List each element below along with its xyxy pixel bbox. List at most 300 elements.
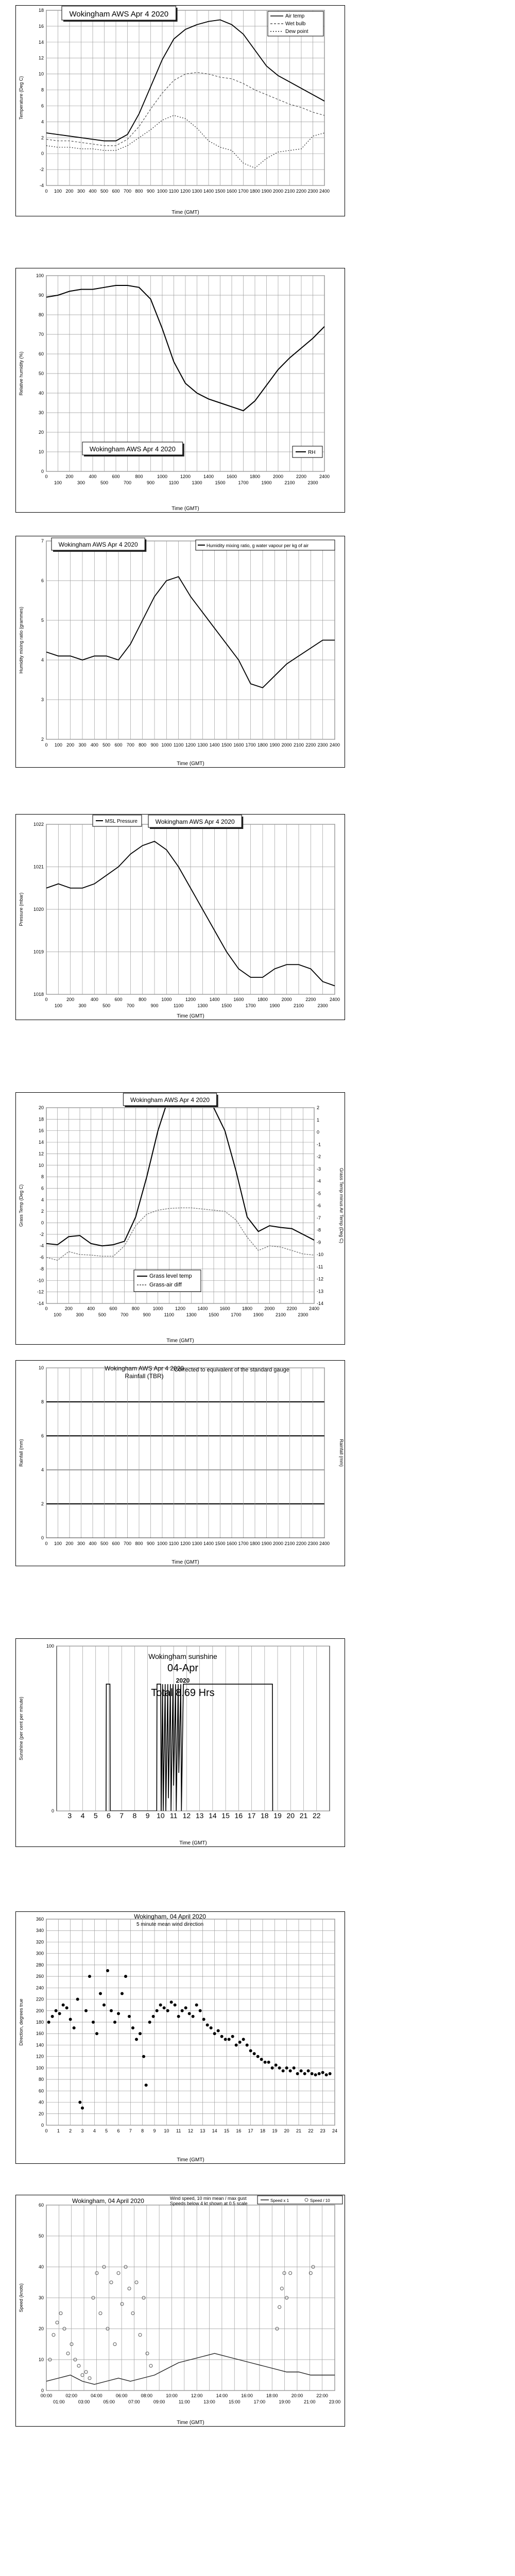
y-right-tick-label: -9: [317, 1240, 321, 1245]
y-tick-label: 260: [36, 1974, 44, 1979]
x-tick-label: 800: [135, 189, 143, 194]
y-right-tick-label: 0: [317, 1129, 320, 1135]
x-tick-label: 14: [209, 1811, 217, 1820]
x-tick-label: 400: [90, 997, 98, 1002]
x-tick-label: 1700: [245, 1003, 256, 1008]
data-point: [163, 2006, 166, 2009]
x-tick-label: 500: [100, 189, 109, 194]
x-tick-label: 1300: [192, 1541, 202, 1546]
x-tick-label: 700: [126, 1003, 134, 1008]
data-point: [217, 2029, 220, 2032]
y-tick-label: 0: [41, 151, 44, 157]
y-right-tick-label: -3: [317, 1166, 321, 1172]
x-tick-label: 15:00: [228, 2399, 241, 2404]
y-tick-label: 6: [41, 578, 44, 583]
data-point: [156, 2009, 159, 2012]
y-tick-label: 160: [36, 2031, 44, 2037]
x-tick-label: 7: [119, 1811, 124, 1820]
x-tick-label: 300: [76, 1312, 84, 1317]
y-tick-label: 50: [38, 2233, 44, 2239]
y-tick-label: 8: [41, 87, 44, 93]
x-axis-label: Time (GMT): [177, 1013, 204, 1019]
x-tick-label: 2300: [317, 1003, 328, 1008]
x-tick-label: 700: [126, 742, 134, 748]
x-tick-label: 13: [200, 2128, 205, 2133]
data-point: [289, 2069, 292, 2072]
data-point: [202, 2018, 205, 2021]
x-tick-label: 16: [236, 2128, 242, 2133]
x-tick-label: 1600: [226, 474, 237, 479]
humidity-chart: [15, 268, 345, 513]
x-tick-label: 7: [129, 2128, 132, 2133]
sunshine-chart: [15, 1638, 345, 1847]
y-tick-label: 40: [38, 391, 44, 396]
data-point: [177, 2015, 180, 2018]
x-tick-label: 1000: [157, 189, 168, 194]
x-tick-label: 2300: [307, 1541, 318, 1546]
y-tick-label: -12: [37, 1289, 44, 1295]
data-point: [131, 2026, 134, 2029]
chart-title: Wokingham sunshine: [148, 1652, 217, 1660]
grass-temperature-chart: [15, 1092, 345, 1345]
x-tick-label: 24: [332, 2128, 338, 2133]
x-tick-label: 600: [112, 474, 120, 479]
x-tick-label: 2000: [272, 1541, 284, 1546]
y-tick-label: 0: [41, 469, 44, 474]
data-point: [318, 2072, 321, 2075]
x-tick-label: 13: [195, 1811, 204, 1820]
x-tick-label: 200: [65, 474, 74, 479]
y-axis-label-right: Rainfall (mm): [339, 1439, 344, 1467]
y-tick-label: 220: [36, 1996, 44, 2002]
x-tick-label: 2100: [284, 480, 295, 485]
x-tick-label: 0: [45, 1306, 48, 1311]
chart-title: Wokingham AWS Apr 4 2020: [69, 10, 169, 19]
x-tick-label: 900: [146, 189, 155, 194]
y-tick-label: 4: [41, 1197, 44, 1202]
y-tick-label: 0: [41, 1535, 44, 1540]
y-tick-label: 200: [36, 2008, 44, 2013]
x-tick-label: 2100: [275, 1312, 286, 1317]
y-tick-label: -4: [39, 183, 44, 188]
data-point: [95, 2032, 98, 2035]
x-tick-label: 1300: [197, 742, 208, 748]
x-tick-label: 12: [182, 1811, 191, 1820]
x-tick-label: 100: [54, 189, 62, 194]
data-point: [152, 2015, 155, 2018]
x-tick-label: 1400: [203, 189, 214, 194]
x-tick-label: 1200: [180, 1541, 191, 1546]
data-point: [73, 2026, 76, 2029]
chart-note: Speeds below 4 kt shown at 0.5 scale: [170, 2201, 248, 2206]
chart-title: Wokingham, 04 April 2020: [134, 1913, 206, 1920]
y-tick-label: 3: [41, 697, 44, 702]
y-right-tick-label: 1: [317, 1117, 320, 1123]
x-tick-label: 07:00: [128, 2399, 140, 2404]
y-axis-label: Sunshine (per cent per minute): [19, 1697, 24, 1760]
x-tick-label: 800: [131, 1306, 140, 1311]
y-tick-label: 0: [51, 1808, 54, 1814]
y-right-tick-label: -8: [317, 1227, 321, 1233]
x-tick-label: 900: [143, 1312, 151, 1317]
data-point: [285, 2066, 288, 2070]
x-tick-label: 1700: [238, 189, 249, 194]
x-tick-label: 800: [135, 474, 143, 479]
y-tick-label: -2: [39, 167, 44, 173]
chart-subtitle: Rainfall (TBR): [125, 1372, 164, 1380]
y-tick-label: 18: [38, 1116, 44, 1122]
x-tick-label: 400: [90, 742, 98, 748]
data-point: [65, 2006, 68, 2009]
x-tick-label: 17: [247, 1811, 256, 1820]
y-tick-label: -6: [39, 1255, 44, 1260]
chart-subtitle: Wind speed, 10 min mean / max gust: [170, 2196, 247, 2201]
y-axis-label: Pressure (mbar): [19, 892, 24, 926]
data-point: [148, 2021, 151, 2024]
x-tick-label: 1500: [215, 480, 226, 485]
x-tick-label: 13:00: [203, 2399, 215, 2404]
y-axis-label: Temperature (Deg C): [19, 76, 24, 120]
x-tick-label: 1900: [261, 480, 272, 485]
x-tick-label: 300: [78, 742, 87, 748]
data-point: [307, 2069, 310, 2072]
x-tick-label: 800: [135, 1541, 143, 1546]
x-tick-label: 1500: [221, 1003, 232, 1008]
legend-label: Speed / 10: [310, 2198, 330, 2203]
data-point: [81, 2107, 84, 2110]
x-tick-label: 09:00: [153, 2399, 165, 2404]
x-tick-label: 2000: [272, 189, 284, 194]
legend-label: Air temp: [285, 13, 305, 19]
x-tick-label: 04:00: [91, 2393, 102, 2398]
y-tick-label: 2: [41, 1209, 44, 1214]
y-tick-label: 60: [38, 2088, 44, 2094]
data-point: [231, 2035, 234, 2038]
x-tick-label: 400: [87, 1306, 95, 1311]
y-tick-label: 20: [38, 2326, 44, 2331]
y-tick-label: 4: [41, 119, 44, 125]
data-point: [159, 2004, 162, 2007]
data-point: [51, 2015, 54, 2018]
x-tick-label: 1500: [221, 742, 232, 748]
x-tick-label: 700: [121, 1312, 129, 1317]
y-tick-label: 18: [38, 8, 44, 13]
y-tick-label: 140: [36, 2042, 44, 2048]
x-tick-label: 1900: [261, 189, 272, 194]
x-tick-label: 20: [286, 1811, 295, 1820]
y-tick-label: 0: [41, 1220, 44, 1226]
data-point: [235, 2043, 238, 2046]
chart-title: Wokingham AWS Apr 4 2020: [58, 541, 138, 548]
x-axis-label: Time (GMT): [179, 1840, 207, 1846]
x-tick-label: 4: [80, 1811, 85, 1820]
data-point: [84, 2009, 88, 2012]
x-tick-label: 2400: [329, 742, 340, 748]
legend-label: MSL Pressure: [105, 819, 138, 824]
x-tick-label: 1800: [249, 474, 261, 479]
x-tick-label: 1100: [173, 1003, 184, 1008]
x-tick-label: 1300: [192, 480, 202, 485]
data-point: [88, 1975, 91, 1978]
data-point: [224, 2038, 227, 2041]
x-tick-label: 2300: [317, 742, 328, 748]
x-tick-label: 3: [81, 2128, 84, 2133]
x-tick-label: 18: [261, 1811, 269, 1820]
y-tick-label: 100: [36, 273, 44, 278]
chart-note: Corrected to equivalent of the standard gauge: [174, 1367, 289, 1373]
x-tick-label: 100: [54, 1312, 62, 1317]
data-point: [113, 2021, 116, 2024]
x-tick-label: 2300: [307, 189, 318, 194]
y-right-tick-label: 2: [317, 1105, 320, 1110]
x-tick-label: 700: [123, 189, 132, 194]
x-tick-label: 20:00: [291, 2393, 303, 2398]
x-tick-label: 2000: [264, 1306, 275, 1311]
x-tick-label: 3: [67, 1811, 72, 1820]
x-tick-label: 100: [54, 1541, 62, 1546]
x-tick-label: 300: [77, 189, 85, 194]
y-tick-label: 90: [38, 293, 44, 298]
y-tick-label: 7: [41, 538, 44, 544]
y-tick-label: 180: [36, 2020, 44, 2025]
x-tick-label: 2000: [281, 742, 292, 748]
y-tick-label: 0: [41, 2123, 44, 2128]
data-point: [213, 2032, 216, 2035]
x-tick-label: 8: [141, 2128, 144, 2133]
legend-label: RH: [308, 450, 316, 455]
x-tick-label: 19: [273, 1811, 282, 1820]
x-tick-label: 600: [114, 742, 123, 748]
x-tick-label: 900: [146, 1541, 155, 1546]
y-tick-label: 300: [36, 1951, 44, 1956]
data-point: [128, 2015, 131, 2018]
x-tick-label: 21: [299, 1811, 308, 1820]
x-tick-label: 900: [150, 1003, 159, 1008]
y-tick-label: 12: [38, 1151, 44, 1157]
x-tick-label: 2000: [272, 474, 284, 479]
chart-title: Wokingham AWS Apr 4 2020: [155, 818, 235, 825]
y-tick-label: 10: [38, 2357, 44, 2362]
data-point: [314, 2073, 317, 2076]
y-tick-label: 70: [38, 332, 44, 337]
x-tick-label: 14:00: [216, 2393, 228, 2398]
x-tick-label: 1200: [180, 474, 191, 479]
legend-label: Dew point: [285, 29, 308, 35]
y-tick-label: -14: [37, 1301, 44, 1306]
x-tick-label: 600: [112, 189, 120, 194]
data-point: [192, 2015, 195, 2018]
x-tick-label: 500: [102, 742, 111, 748]
y-tick-label: 80: [38, 2077, 44, 2082]
data-point: [92, 2021, 95, 2024]
temperature-chart: [15, 5, 345, 216]
x-tick-label: 2400: [329, 997, 340, 1002]
x-tick-label: 1800: [257, 742, 268, 748]
x-tick-label: 22: [312, 1811, 321, 1820]
x-tick-label: 21:00: [304, 2399, 316, 2404]
x-tick-label: 1700: [231, 1312, 242, 1317]
y-tick-label: 1020: [33, 907, 44, 912]
data-point: [253, 2052, 256, 2055]
y-right-tick-label: -4: [317, 1178, 321, 1184]
y-tick-label: 30: [38, 410, 44, 415]
x-tick-label: 2200: [296, 474, 307, 479]
x-tick-label: 200: [65, 1541, 74, 1546]
data-point: [206, 2024, 209, 2027]
x-tick-label: 10: [157, 1811, 165, 1820]
x-tick-label: 600: [112, 1541, 120, 1546]
data-point: [282, 2069, 285, 2072]
data-point: [238, 2041, 242, 2044]
y-tick-label: 20: [38, 1105, 44, 1110]
data-point: [271, 2066, 274, 2070]
x-tick-label: 5: [105, 2128, 108, 2133]
x-tick-label: 19: [272, 2128, 278, 2133]
x-tick-label: 1000: [161, 997, 172, 1002]
x-tick-label: 0: [45, 474, 48, 479]
x-tick-label: 1100: [168, 480, 179, 485]
data-point: [274, 2063, 278, 2066]
data-point: [246, 2043, 249, 2046]
y-tick-label: 2: [41, 135, 44, 141]
data-point: [329, 2072, 332, 2075]
x-tick-label: 1100: [173, 742, 184, 748]
x-tick-label: 22: [308, 2128, 314, 2133]
data-point: [311, 2072, 314, 2075]
data-point: [296, 2072, 299, 2075]
y-axis-label: Relative humidity (%): [19, 351, 24, 396]
data-point: [325, 2073, 328, 2076]
y-right-tick-label: -14: [317, 1301, 324, 1306]
data-point: [78, 2101, 81, 2104]
x-tick-label: 700: [123, 1541, 132, 1546]
y-tick-label: 6: [41, 1185, 44, 1191]
y-tick-label: 40: [38, 2264, 44, 2269]
x-tick-label: 800: [139, 742, 147, 748]
y-axis-label: Speed (knots): [19, 2283, 24, 2313]
chart-year: 2020: [176, 1677, 190, 1684]
x-tick-label: 1800: [249, 1541, 261, 1546]
x-tick-label: 0: [45, 997, 48, 1002]
y-tick-label: 30: [38, 2295, 44, 2300]
x-tick-label: 2200: [296, 189, 307, 194]
x-tick-label: 9: [153, 2128, 156, 2133]
chart-subtitle: 5 minute mean wind direction: [136, 1922, 204, 1927]
data-point: [106, 1969, 109, 1972]
x-tick-label: 900: [146, 480, 155, 485]
y-tick-label: 60: [38, 2202, 44, 2208]
x-tick-label: 1400: [197, 1306, 208, 1311]
data-point: [181, 2009, 184, 2012]
y-tick-label: 100: [36, 2065, 44, 2071]
x-tick-label: 1200: [180, 189, 191, 194]
data-point: [145, 2083, 148, 2087]
x-tick-label: 2100: [284, 1541, 295, 1546]
x-tick-label: 0: [45, 2128, 48, 2133]
x-tick-label: 4: [93, 2128, 96, 2133]
y-right-tick-label: -2: [317, 1154, 321, 1159]
data-point: [142, 2055, 145, 2058]
data-point: [174, 2004, 177, 2007]
data-point: [62, 2004, 65, 2007]
x-tick-label: 1: [57, 2128, 60, 2133]
legend-label: Wet bulb: [285, 21, 306, 27]
x-tick-label: 200: [66, 997, 75, 1002]
y-tick-label: 360: [36, 1917, 44, 1922]
y-tick-label: 80: [38, 312, 44, 317]
x-tick-label: 1000: [152, 1306, 163, 1311]
data-point: [47, 2021, 50, 2024]
x-tick-label: 400: [89, 1541, 97, 1546]
data-point: [278, 2066, 281, 2070]
x-tick-label: 03:00: [78, 2399, 90, 2404]
y-tick-label: 2: [41, 737, 44, 742]
x-tick-label: 17: [248, 2128, 253, 2133]
y-tick-label: 14: [38, 39, 44, 45]
data-point: [102, 2004, 106, 2007]
x-tick-label: 300: [78, 1003, 87, 1008]
x-axis-label: Time (GMT): [171, 506, 199, 512]
y-tick-label: 0: [41, 2388, 44, 2393]
x-tick-label: 1600: [233, 997, 244, 1002]
x-tick-label: 2200: [305, 997, 316, 1002]
data-point: [135, 2038, 138, 2041]
y-tick-label: 16: [38, 23, 44, 29]
data-point: [300, 2069, 303, 2072]
chart-title: Wokingham AWS Apr 4 2020: [130, 1096, 210, 1104]
x-tick-label: 10: [164, 2128, 169, 2133]
y-tick-label: 8: [41, 1399, 44, 1404]
x-axis-label: Time (GMT): [171, 1560, 199, 1565]
x-tick-label: 1000: [161, 742, 172, 748]
x-axis-label: Time (GMT): [171, 210, 199, 215]
x-tick-label: 10:00: [166, 2393, 178, 2398]
x-tick-label: 15: [221, 1811, 230, 1820]
x-tick-label: 300: [77, 480, 85, 485]
data-point: [166, 2009, 169, 2012]
x-tick-label: 2100: [293, 742, 304, 748]
x-tick-label: 01:00: [53, 2399, 65, 2404]
y-tick-label: 10: [38, 1162, 44, 1168]
data-point: [188, 2012, 191, 2015]
x-tick-label: 400: [89, 474, 97, 479]
x-axis-label: Time (GMT): [177, 2420, 204, 2426]
y-tick-label: -4: [39, 1243, 44, 1249]
data-point: [242, 2038, 245, 2041]
y-tick-label: 6: [41, 103, 44, 109]
x-tick-label: 1600: [226, 1541, 237, 1546]
x-tick-label: 0: [45, 189, 48, 194]
data-point: [256, 2055, 260, 2058]
x-tick-label: 11: [169, 1811, 178, 1820]
data-point: [76, 1998, 79, 2001]
x-tick-label: 06:00: [115, 2393, 128, 2398]
x-tick-label: 1800: [249, 189, 261, 194]
x-tick-label: 800: [139, 997, 147, 1002]
x-tick-label: 5: [93, 1811, 98, 1820]
y-right-tick-label: -11: [317, 1264, 323, 1269]
x-tick-label: 600: [109, 1306, 117, 1311]
chart-title: Wokingham AWS Apr 4 2020: [89, 445, 176, 453]
x-tick-label: 1200: [185, 997, 196, 1002]
x-tick-label: 1900: [269, 1003, 280, 1008]
y-tick-label: 8: [41, 1174, 44, 1180]
x-tick-label: 2400: [319, 189, 330, 194]
y-tick-label: 60: [38, 351, 44, 357]
data-point: [321, 2071, 324, 2074]
data-point: [121, 1992, 124, 1995]
y-tick-label: 40: [38, 2099, 44, 2105]
